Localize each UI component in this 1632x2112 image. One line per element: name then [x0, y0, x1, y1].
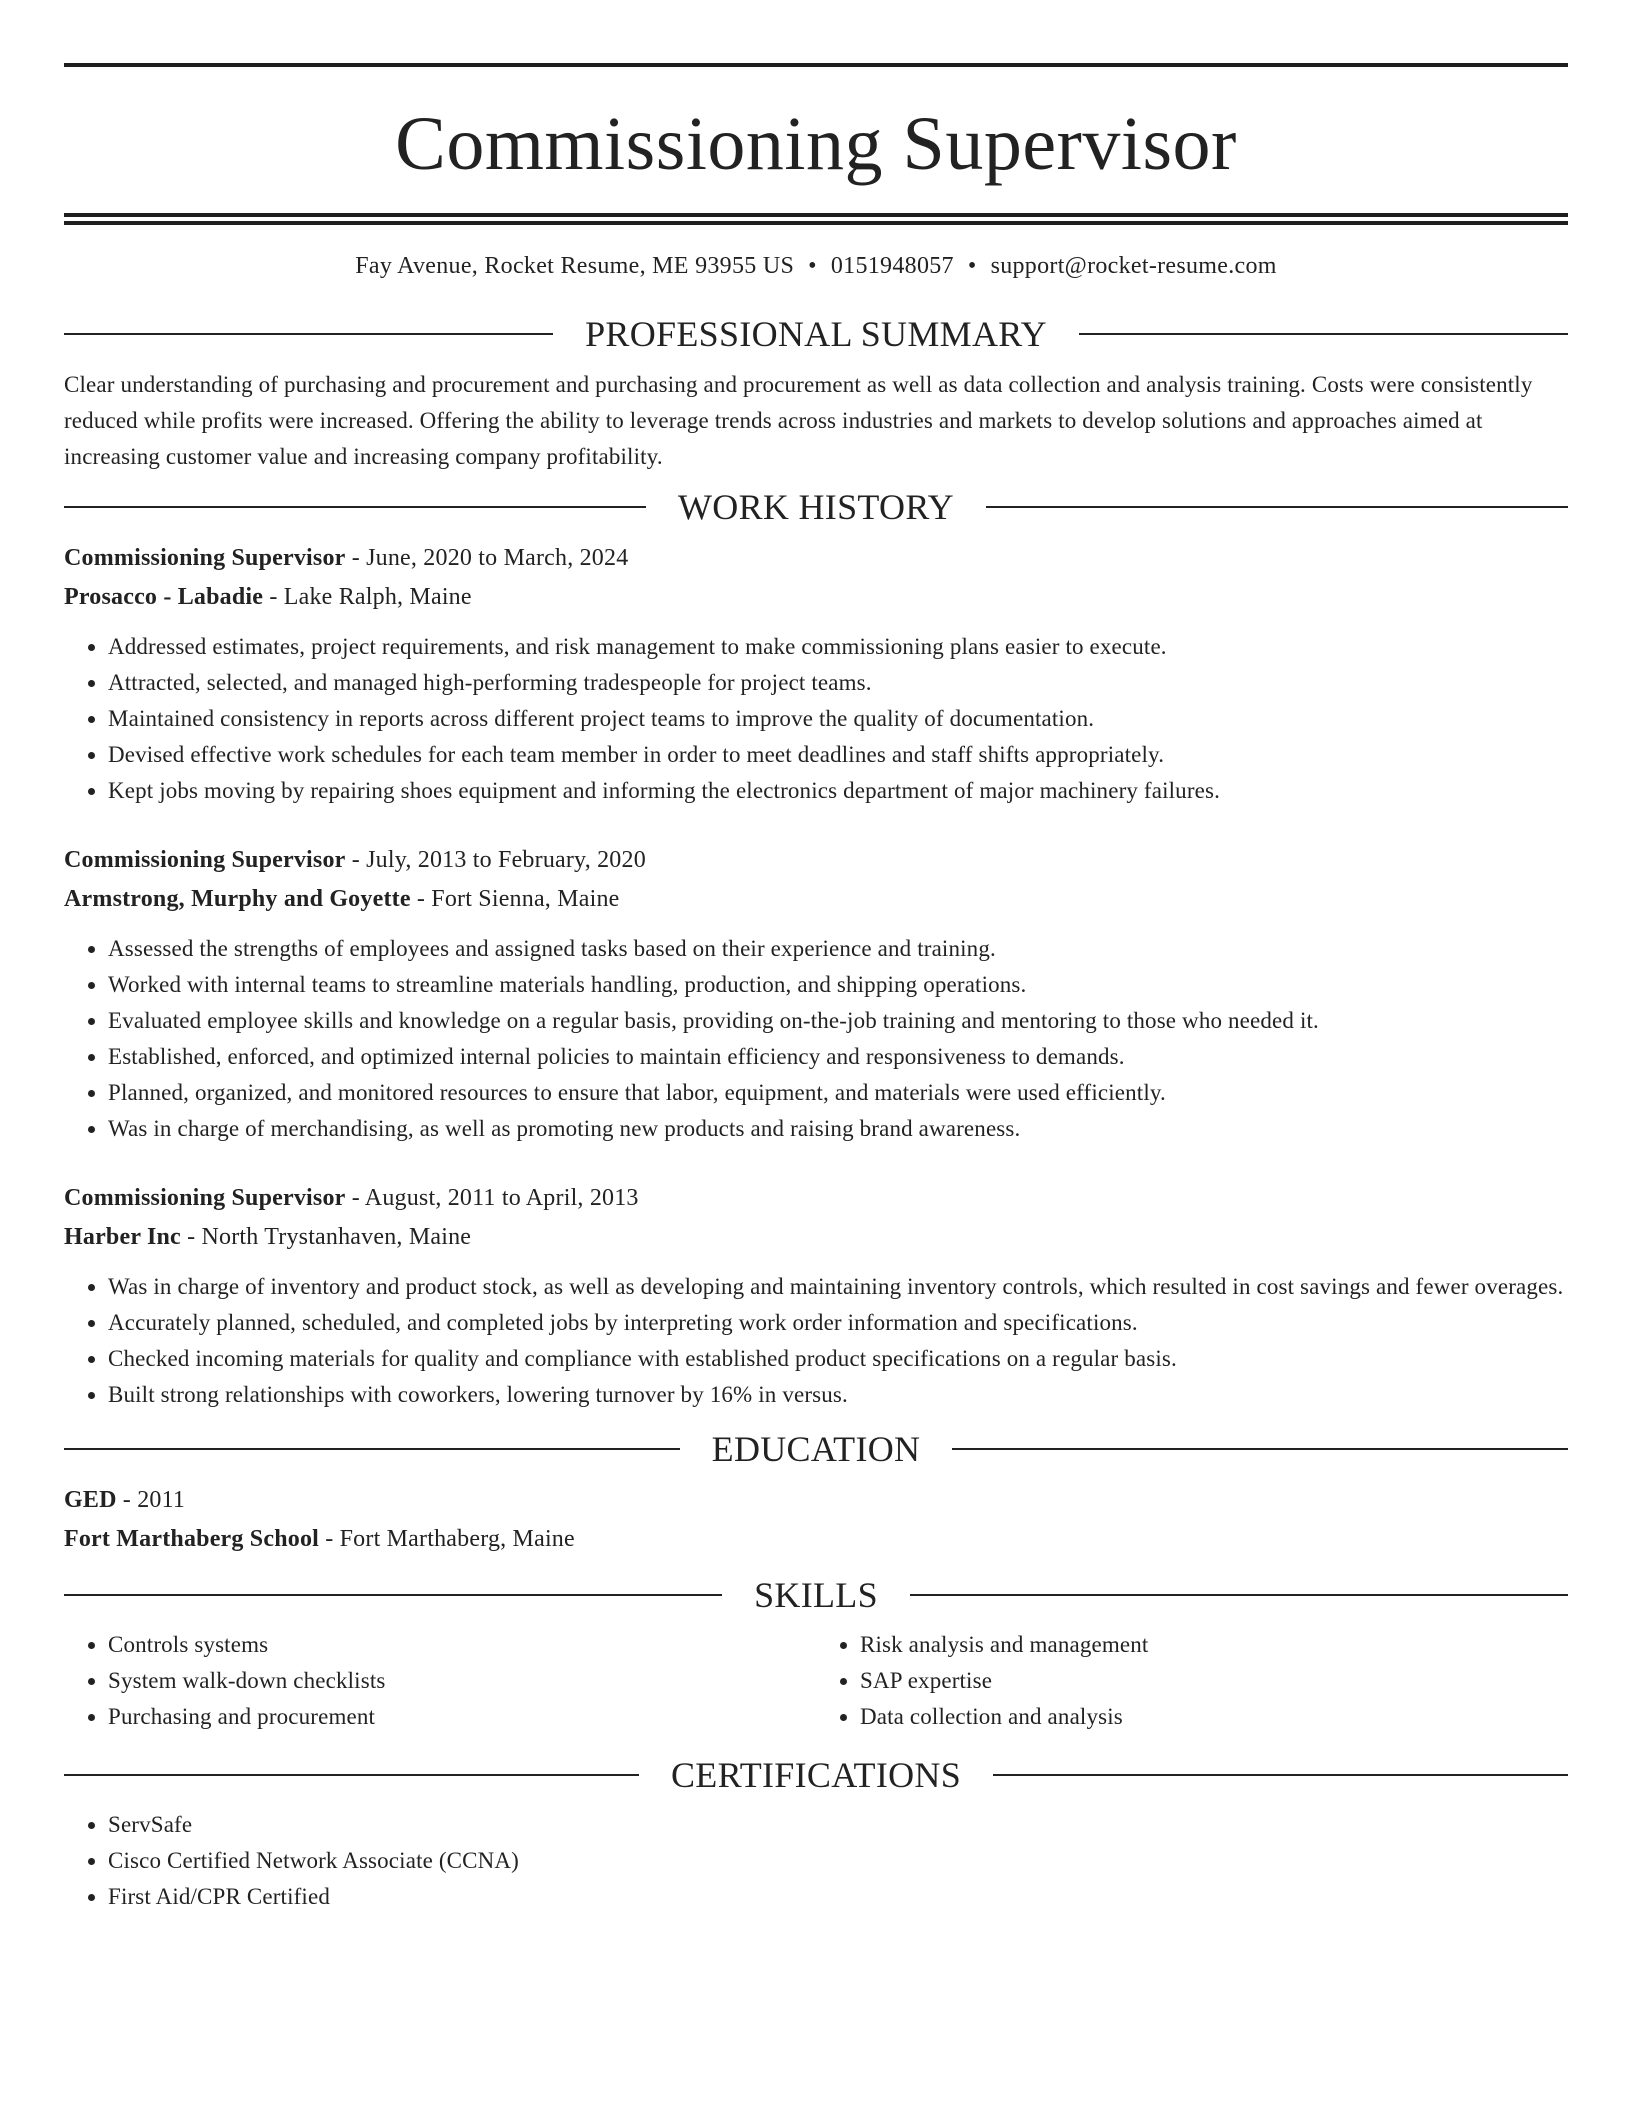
resume-title: Commissioning Supervisor [395, 102, 1237, 186]
job-title-line [64, 1179, 1568, 1218]
job-bullet: • Built strong relationships with coworkers, lowering turnover by 16% in versus. [108, 1377, 1568, 1413]
job-bullet: • Checked incoming materials for quality and compliance with established product specifications on a regular basis. [108, 1341, 1568, 1377]
skill-item: • Risk analysis and management [860, 1627, 1568, 1663]
job-bullets [64, 931, 1568, 1147]
section-title-certifications: CERTIFICATIONS [670, 1755, 962, 1796]
job-entry [64, 539, 1568, 809]
section-title-education: EDUCATION [711, 1429, 921, 1470]
skill-item: • Data collection and analysis [860, 1699, 1568, 1735]
job-company: Harber Inc [64, 1224, 181, 1251]
job-bullet: • Established, enforced, and optimized internal policies to maintain efficiency and responsiveness to demands. [108, 1039, 1568, 1075]
skill-item: • System walk-down checklists [108, 1663, 816, 1699]
contact-line [64, 251, 1568, 282]
title-double-rule [64, 213, 1568, 225]
section-header-work [64, 487, 1568, 528]
section-rule-right [910, 1594, 1568, 1596]
certification-item: • Cisco Certified Network Associate (CCNA) [108, 1843, 1568, 1879]
contact-separator: • [808, 253, 817, 279]
job-bullet: • Accurately planned, scheduled, and completed jobs by interpreting work order information and specifications. [108, 1305, 1568, 1341]
job-title-line [64, 841, 1568, 880]
job-title: Commissioning Supervisor [64, 847, 346, 874]
summary-text: Clear understanding of purchasing and procurement and purchasing and procurement as well as data collection and analysis training. Costs were consistently reduced while profits were increased. Offering the ability to leverage trends across industries and markets to develop solutions and approaches aimed at increasing customer value and increasing company profitability. [64, 372, 1533, 470]
job-bullet: • Planned, organized, and monitored resources to ensure that labor, equipment, and materials were used efficiently. [108, 1075, 1568, 1111]
job-bullet: • Addressed estimates, project requirements, and risk management to make commissioning plans easier to execute. [108, 629, 1568, 665]
job-entry [64, 1179, 1568, 1413]
job-bullet: • Attracted, selected, and managed high-performing tradespeople for project teams. [108, 665, 1568, 701]
section-header-summary [64, 314, 1568, 355]
job-title-line [64, 539, 1568, 578]
section-title-work: WORK HISTORY [678, 487, 954, 528]
job-bullet: • Kept jobs moving by repairing shoes equipment and informing the electronics department of major machinery failures. [108, 773, 1568, 809]
job-location: - North Trystanhaven, Maine [180, 1224, 472, 1251]
education-location: - Fort Marthaberg, Maine [319, 1526, 575, 1553]
education-degree: GED [64, 1487, 117, 1514]
section-rule-left [64, 506, 646, 508]
job-title: Commissioning Supervisor [64, 545, 346, 572]
skill-item: • SAP expertise [860, 1663, 1568, 1699]
certification-item: • First Aid/CPR Certified [108, 1879, 1568, 1915]
skills-grid [64, 1627, 1568, 1735]
job-entry [64, 841, 1568, 1147]
job-bullets [64, 1269, 1568, 1413]
job-bullet: • Worked with internal teams to streamline materials handling, production, and shipping operations. [108, 967, 1568, 1003]
skills-list-right [816, 1627, 1568, 1735]
section-header-certifications [64, 1755, 1568, 1796]
section-title-summary: PROFESSIONAL SUMMARY [585, 314, 1047, 355]
section-rule-left [64, 1594, 722, 1596]
contact-email: support@rocket-resume.com [990, 253, 1277, 279]
skill-item: • Purchasing and procurement [108, 1699, 816, 1735]
job-dates: - June, 2020 to March, 2024 [345, 545, 629, 572]
section-header-skills [64, 1575, 1568, 1616]
section-header-education [64, 1429, 1568, 1470]
job-dates: - July, 2013 to February, 2020 [345, 847, 646, 874]
job-bullet: • Maintained consistency in reports across different project teams to improve the quality of documentation. [108, 701, 1568, 737]
top-rule [64, 63, 1568, 67]
contact-phone: 0151948057 [830, 253, 954, 279]
section-rule-right [952, 1448, 1568, 1450]
job-company: Prosacco - Labadie [64, 584, 264, 611]
contact-address: Fay Avenue, Rocket Resume, ME 93955 US [355, 253, 795, 279]
section-title-skills: SKILLS [754, 1575, 878, 1616]
certification-item: • ServSafe [108, 1807, 1568, 1843]
section-rule-right [986, 506, 1568, 508]
job-bullet: • Devised effective work schedules for each team member in order to meet deadlines and staff shifts appropriately. [108, 737, 1568, 773]
job-company: Armstrong, Murphy and Goyette [64, 886, 411, 913]
job-dates: - August, 2011 to April, 2013 [345, 1185, 639, 1212]
job-location: - Fort Sienna, Maine [410, 886, 620, 913]
skill-item: • Controls systems [108, 1627, 816, 1663]
section-rule-left [64, 1448, 680, 1450]
section-rule-right [993, 1774, 1568, 1776]
education-school: Fort Marthaberg School [64, 1526, 320, 1553]
section-rule-left [64, 333, 553, 335]
job-title: Commissioning Supervisor [64, 1185, 346, 1212]
job-company-line [64, 880, 1568, 919]
certifications-list [64, 1807, 1568, 1915]
job-location: - Lake Ralph, Maine [263, 584, 472, 611]
section-rule-left [64, 1774, 639, 1776]
job-company-line [64, 1218, 1568, 1257]
job-company-line [64, 578, 1568, 617]
contact-separator: • [967, 253, 977, 279]
education-year: - 2011 [116, 1487, 186, 1514]
job-bullet: • Evaluated employee skills and knowledge on a regular basis, providing on-the-job training and mentoring to those who needed it. [108, 1003, 1568, 1039]
job-bullet: • Assessed the strengths of employees and assigned tasks based on their experience and training. [108, 931, 1568, 967]
job-bullets [64, 629, 1568, 809]
section-rule-right [1079, 333, 1568, 335]
job-bullet: • Was in charge of merchandising, as well as promoting new products and raising brand awareness. [108, 1111, 1568, 1147]
education-entry [64, 1481, 1568, 1559]
education-school-line [64, 1520, 1568, 1559]
job-bullet: • Was in charge of inventory and product stock, as well as developing and maintaining inventory controls, which resulted in cost savings and fewer overages. [108, 1269, 1568, 1305]
education-degree-line [64, 1481, 1568, 1520]
skills-list-left [64, 1627, 816, 1735]
